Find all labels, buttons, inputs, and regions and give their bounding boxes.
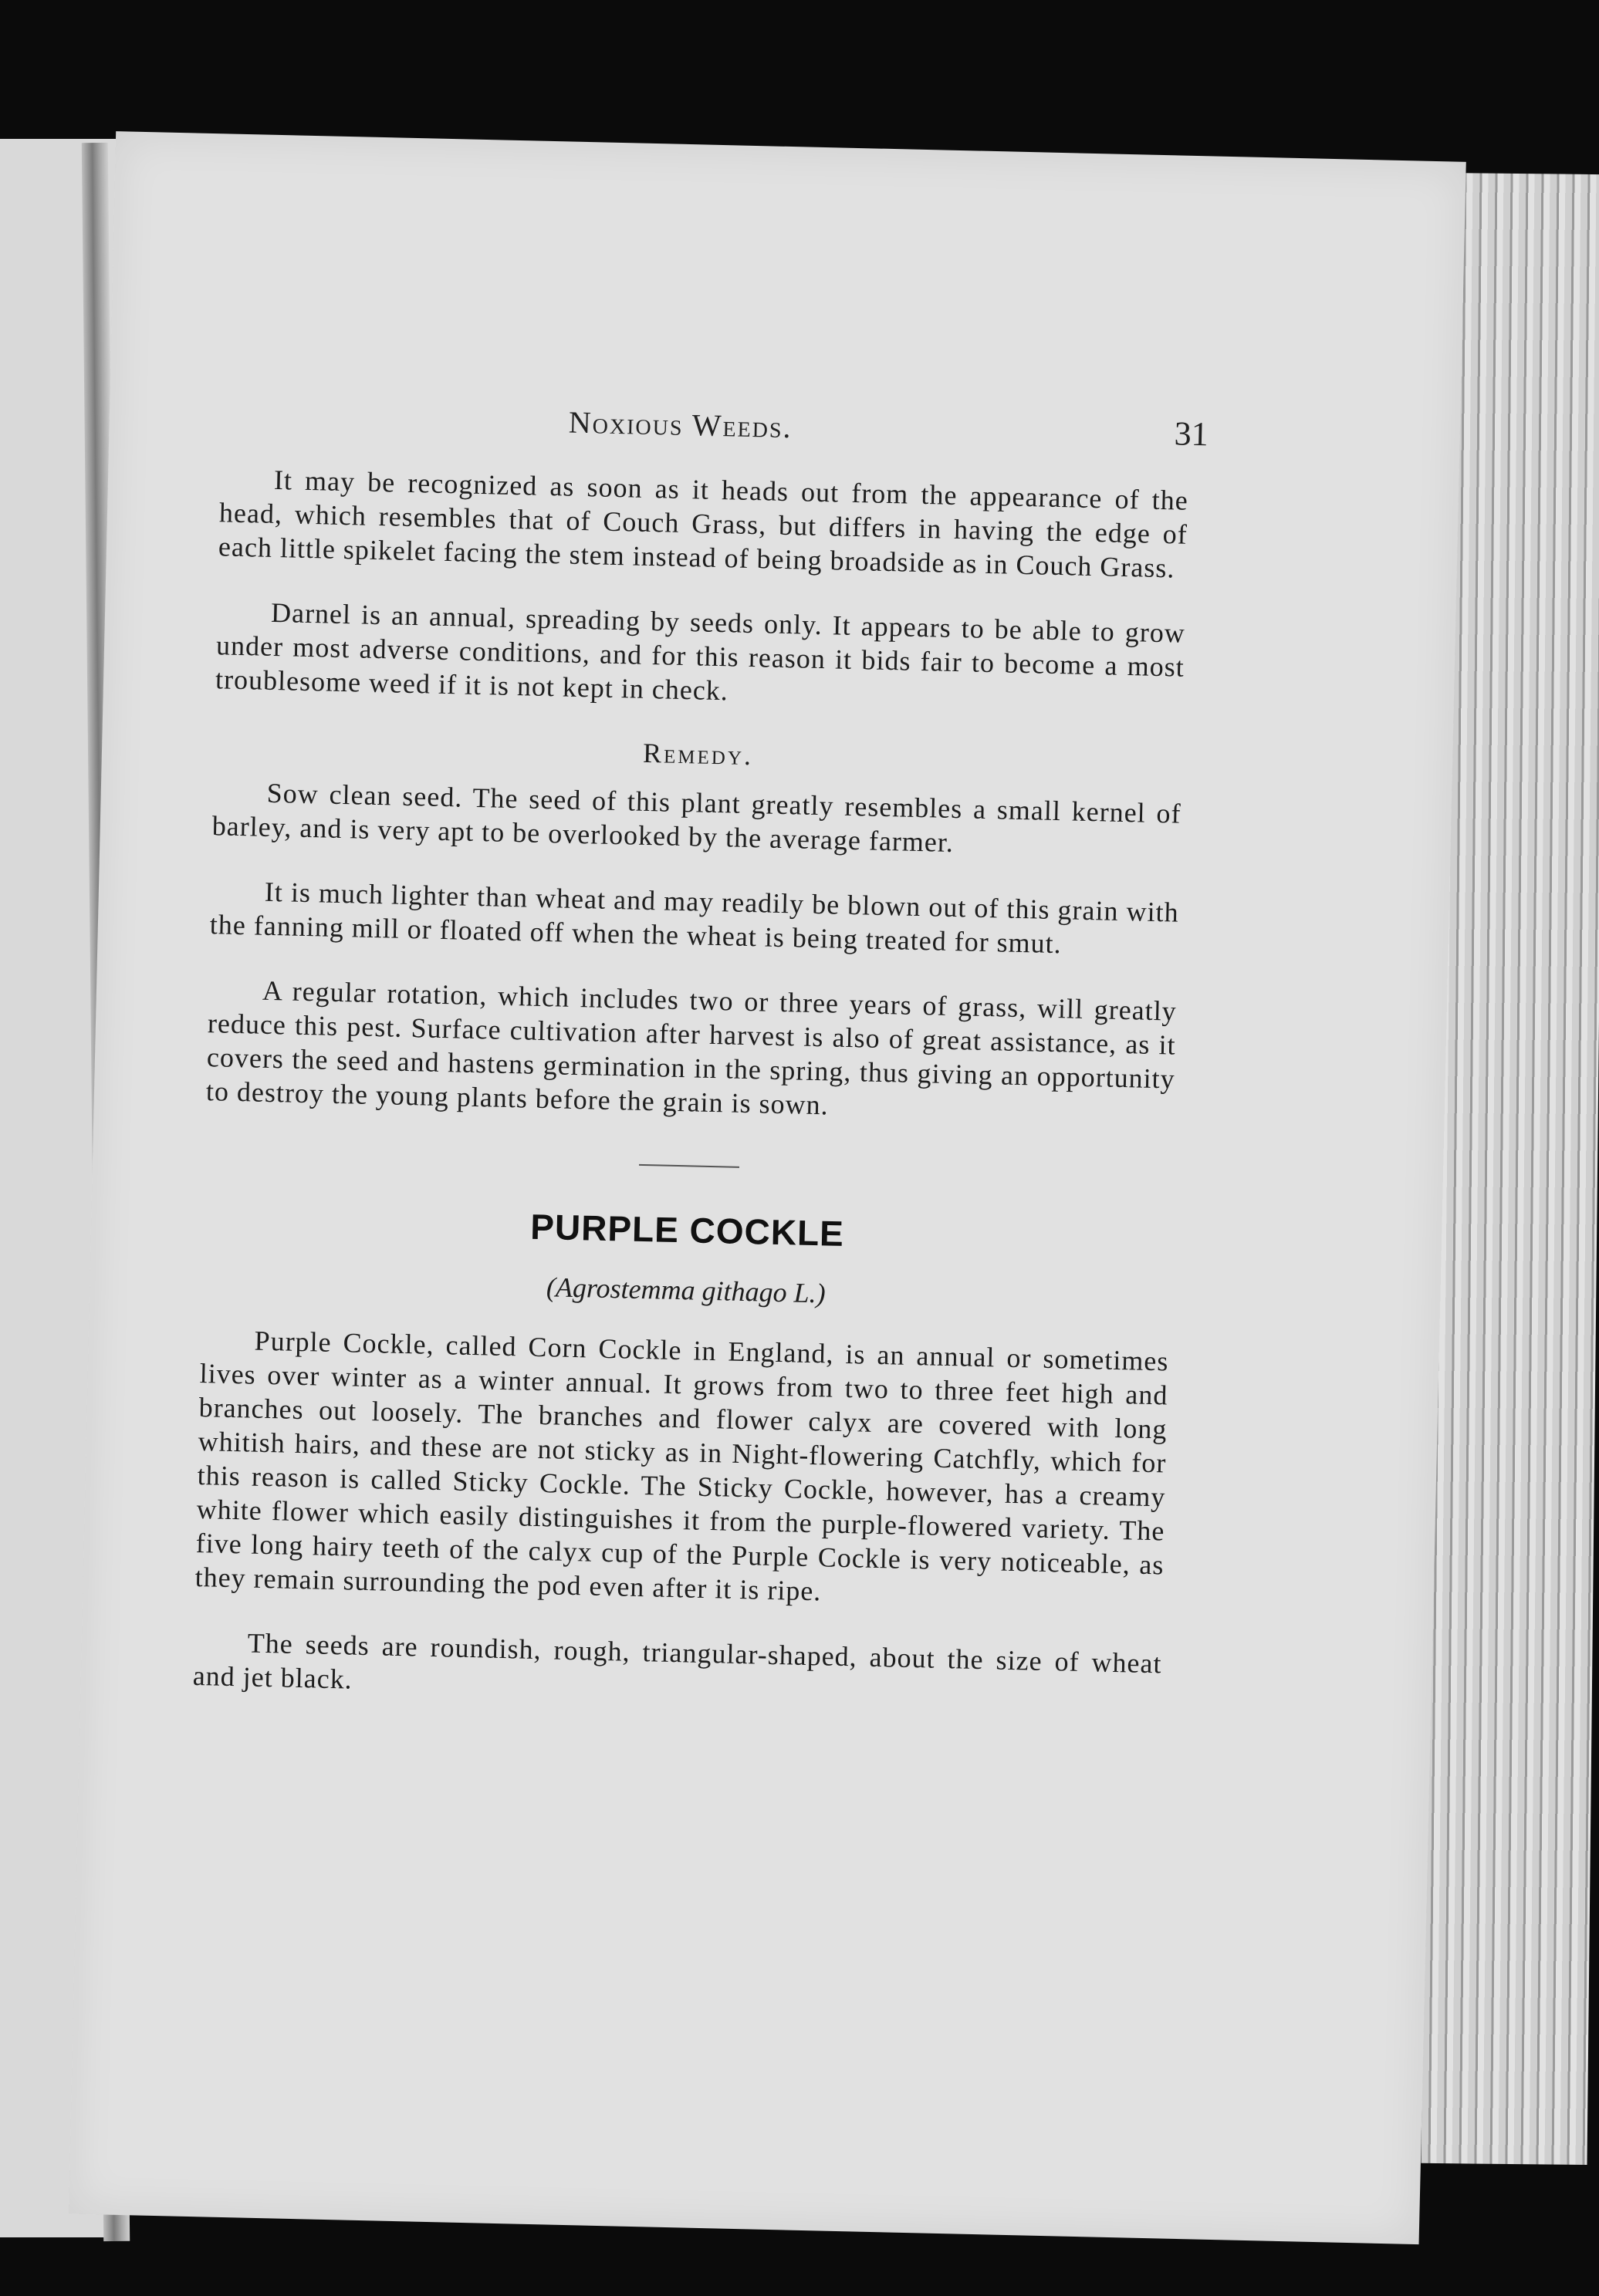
section-divider bbox=[638, 1164, 739, 1168]
paragraph: The seeds are roundish, rough, triangular-shaped, about the size of wheat and jet black. bbox=[192, 1627, 1162, 1695]
book-page bbox=[69, 131, 1466, 2244]
paragraph: It is much lighter than wheat and may readily be blown out of this grain with the fanning mill or floated off when the wheat is being treated for smut. bbox=[209, 876, 1180, 960]
paragraph: It may be recognized as soon as it heads out from the appearance of the head, which resembles that of Couch Grass, but differs in having the edge of each little spikelet facing the stem instead of being broadside as in Couch Grass. bbox=[218, 464, 1189, 584]
paragraph: Purple Cockle, called Corn Cockle in England, is an annual or sometimes lives over winter as a winter annual. It grows from two to three feet high and branches out loosely. The branches and flower calyx are covered with long whitish hairs, and these are not sticky as in Night-flowering Catchfly, which for this reason is called Sticky Cockle. The Sticky Cockle, however, has a creamy white flower which easily distinguishes it from the purple-flowered variety. The five long hairy teeth of the calyx cup of the Purple Cockle is very noticeable, as they remain surrounding the pod even after it is ripe. bbox=[194, 1325, 1169, 1607]
running-head: Noxious Weeds. bbox=[568, 404, 793, 445]
page-body bbox=[191, 461, 1188, 1745]
remedy-heading: Remedy. bbox=[642, 737, 754, 772]
paragraph: A regular rotation, which includes two or three years of grass, will greatly reduce this pest. Surface cultivation after harvest is also of great assistance, as it covers the seed and hastens germination in the spring, thus giving an opportunity to destroy the young plants before the grain is sown. bbox=[205, 974, 1178, 1121]
section-title: PURPLE COCKLE bbox=[529, 1206, 845, 1254]
latin-name: (Agrostemma githago L.) bbox=[546, 1271, 827, 1309]
paragraph: Darnel is an annual, spreading by seeds only. It appears to be able to grow under most adverse conditions, and for this reason it bids fair to become a most troublesome weed if it is not kept in check. bbox=[215, 596, 1186, 707]
paragraph: Sow clean seed. The seed of this plant greatly resembles a small kernel of barley, and is very apt to be overlooked by the average farmer. bbox=[211, 777, 1182, 859]
page-number: 31 bbox=[1174, 414, 1209, 454]
